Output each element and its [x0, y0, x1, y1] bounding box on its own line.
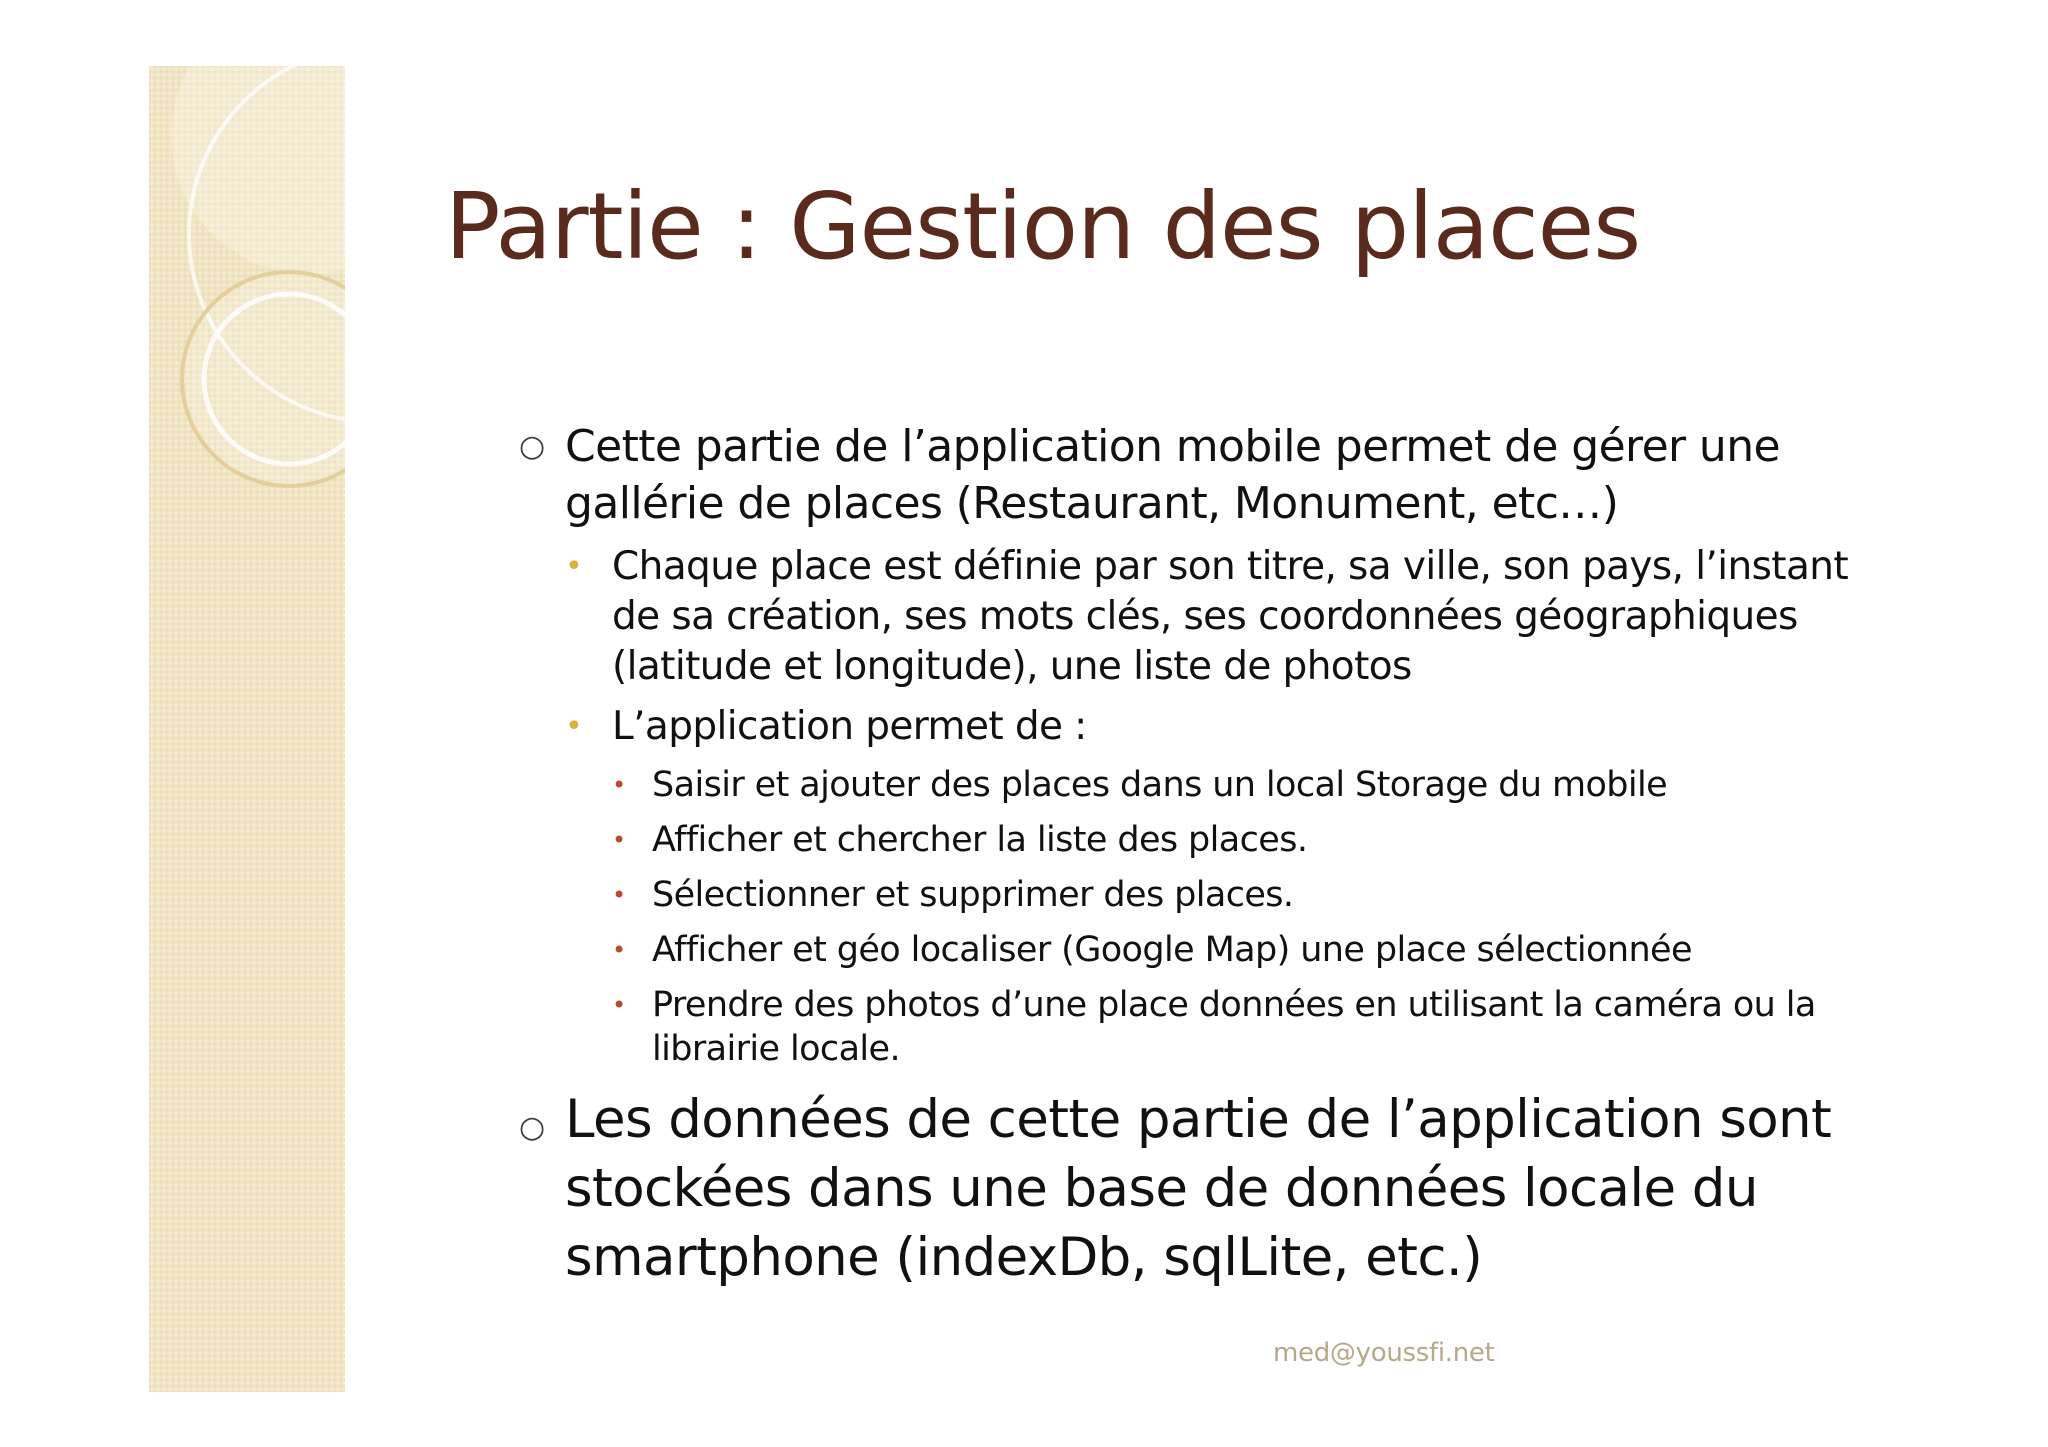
bullet-text: Afficher et géo localiser (Google Map) une place sélectionnée	[652, 930, 1692, 970]
bullet-level1	[519, 1085, 1899, 1292]
bullet-level3	[612, 818, 1899, 862]
bullet-level3	[612, 928, 1899, 972]
bullet-level1	[519, 418, 1899, 532]
slide-title: Partie : Gestion des places	[445, 173, 1641, 280]
bullet-level3	[612, 873, 1899, 917]
bullet-text: Cette partie de l’application mobile permet de gérer une gallérie de places (Restaurant, Monument, etc…)	[565, 421, 1780, 529]
red-dot-bullet-icon: •	[612, 771, 626, 799]
bullet-text: Sélectionner et supprimer des places.	[652, 875, 1294, 915]
red-dot-bullet-icon: •	[612, 826, 626, 854]
bullet-text: Prendre des photos d’une place données en utilisant la caméra ou la librairie locale.	[652, 985, 1816, 1069]
decorative-side-band	[149, 66, 345, 1392]
yellow-dot-bullet-icon: •	[565, 709, 583, 744]
red-dot-bullet-icon: •	[612, 936, 626, 964]
slide	[149, 66, 1899, 1392]
hollow-circle-bullet-icon: ○	[519, 1110, 545, 1145]
decorative-circles-icon	[149, 66, 345, 566]
red-dot-bullet-icon: •	[612, 881, 626, 909]
bullet-level2	[565, 542, 1899, 692]
yellow-dot-bullet-icon: •	[565, 549, 583, 584]
slide-content	[519, 418, 1899, 1292]
bullet-level3	[612, 763, 1899, 807]
bullet-level2	[565, 702, 1899, 752]
hollow-circle-bullet-icon: ○	[519, 429, 545, 464]
bullet-text: Chaque place est définie par son titre, sa ville, son pays, l’instant de sa création, ses mots clés, ses coordonnées géographiques (latitude et longitude), une liste de photos	[612, 544, 1849, 689]
bullet-text: Afficher et chercher la liste des places.	[652, 820, 1308, 860]
bullet-level3	[612, 983, 1899, 1071]
footer-email: med@youssfi.net	[1273, 1338, 1495, 1368]
red-dot-bullet-icon: •	[612, 991, 626, 1019]
bullet-text: Saisir et ajouter des places dans un local Storage du mobile	[652, 765, 1668, 805]
bullet-text: Les données de cette partie de l’application sont stockées dans une base de données locale du smartphone (indexDb, sqlLite, etc.)	[565, 1089, 1832, 1288]
bullet-text: L’application permet de :	[612, 704, 1087, 749]
